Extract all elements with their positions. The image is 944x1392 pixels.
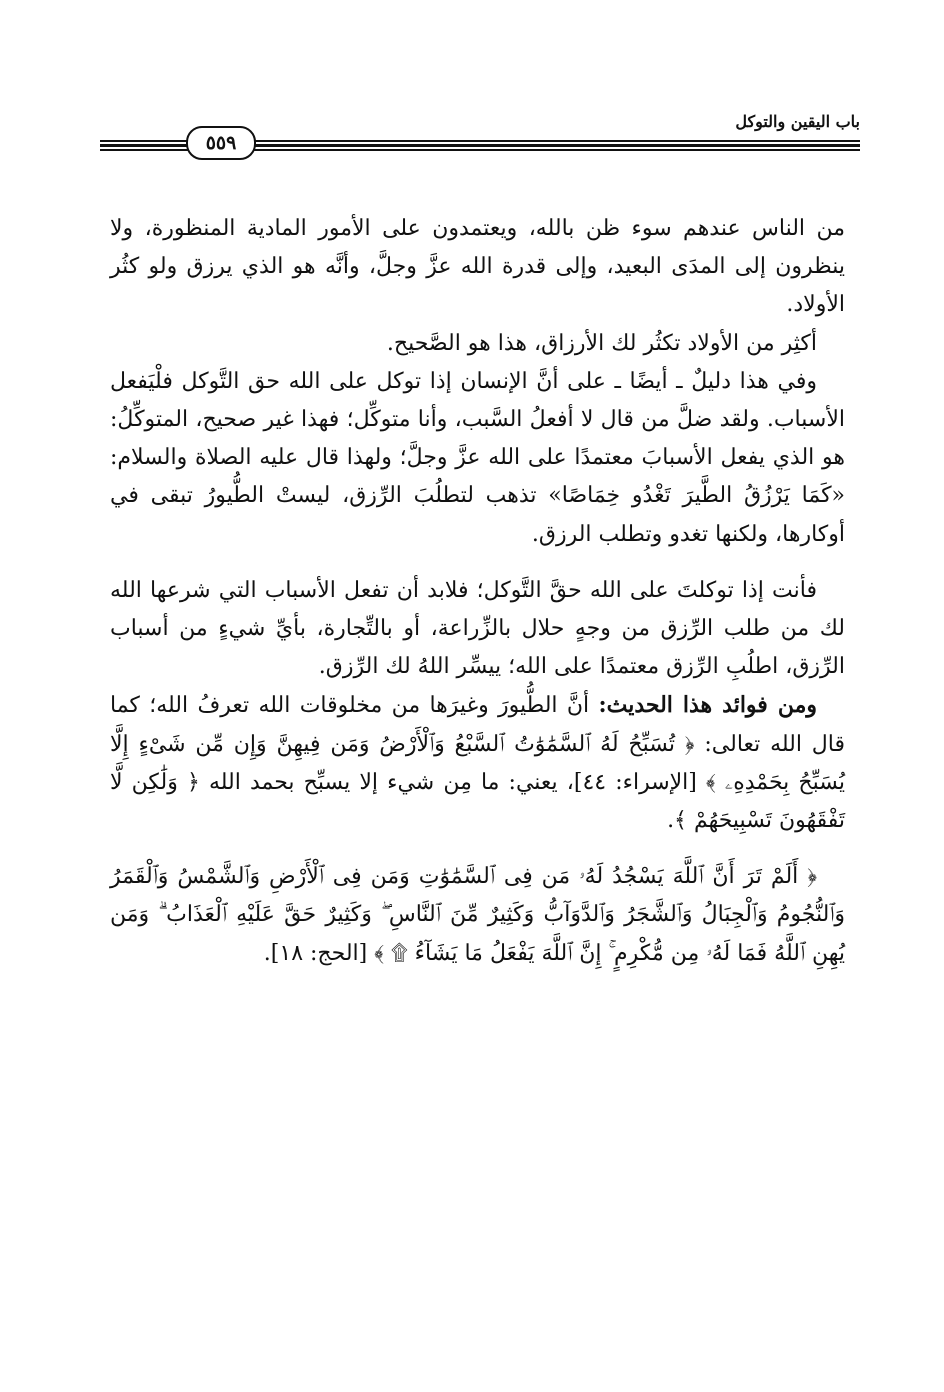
paragraph-6-quran-verse: ﴿ أَلَمْ تَرَ أَنَّ ٱللَّهَ يَسْجُدُ لَهُۥ مَن فِى ٱلسَّمَٰوَٰتِ وَمَن فِى ٱلْأَرْضِ وَٱلشَّمْسُ وَٱلْقَمَرُ وَٱلنُّجُومُ وَٱلْجِبَالُ وَٱلشَّجَرُ وَٱلدَّوَآبُّ وَكَثِيرٌ مِّنَ ٱلنَّاسِ ۖ وَكَثِيرٌ حَقَّ عَلَيْهِ ٱلْعَذَابُ ۗ وَمَن يُهِنِ ٱللَّهُ فَمَا لَهُۥ مِن مُّكْرِمٍ ۚ إِنَّ ٱللَّهَ يَفْعَلُ مَا يَشَآءُ ۩ ﴾ [الحج: ١٨]. bbox=[110, 864, 845, 966]
page-number: ٥٥٩ bbox=[186, 126, 256, 160]
paragraph-5-text: أنَّ الطُّيورَ وغيرَها من مخلوقات الله تعرفُ الله؛ كما قال الله تعالى: ﴿ تُسَبِّحُ لَهُ ٱلسَّمَٰوَٰتُ ٱلسَّبْعُ وَٱلْأَرْضُ وَمَن فِيهِنَّ وَإِن مِّن شَىْءٍ إِلَّا يُسَبِّحُ بِحَمْدِهِۦ ﴾ [الإسراء: ٤٤]، يعني: ما مِن شيء إلا يسبِّح بحمد الله ﴿ وَلَٰكِن لَّا تَفْقَهُونَ تَسْبِيحَهُمْ ﴾. bbox=[110, 693, 845, 834]
page-header bbox=[100, 106, 860, 160]
paragraph-2: أكثِر من الأولاد تكثُر لك الأرزاق، هذا هو الصَّحيح. bbox=[386, 330, 817, 356]
running-title: باب اليقين والتوكل bbox=[735, 112, 860, 131]
paragraph-5 bbox=[110, 686, 845, 840]
benefits-heading: ومن فوائد هذا الحديث: bbox=[598, 692, 817, 719]
body-text bbox=[110, 210, 845, 973]
paragraph-4: فأنت إذا توكلتَ على الله حقَّ التَّوكل؛ فلابد أن تفعل الأسباب التي شرعها الله لك من طلب الرِّزق من وجهٍ حلال بالزِّراعة، أو بالتِّجارة، بأيِّ شيءٍ من أسباب الرِّزق، اطلُبِ الرِّزق معتمدًا على الله؛ ييسِّر اللهُ لك الرِّزق. bbox=[110, 577, 845, 680]
paragraph-3: وفي هذا دليلٌ ـ أيضًا ـ على أنَّ الإنسان إذا توكل على الله حق التَّوكل فلْيَفعل الأسباب. ولقد ضلَّ من قال لا أفعلُ السَّبب، وأنا متوكِّل؛ فهذا غير صحيح، المتوكِّلُ: هو الذي يفعل الأسبابَ معتمدًا على الله عزَّ وجلَّ؛ ولهذا قال عليه الصلاة والسلام: «كَمَا يَرْزُقُ الطَّيرَ تَغْدُو خِمَاصًا» تذهب لتطلُبَ الرِّزق، ليستْ الطُّيورُ تبقى في أوكارها، ولكنها تغدو وتطلب الرزق. bbox=[110, 368, 845, 547]
paragraph-1: من الناس عندهم سوء ظن بالله، ويعتمدون على الأمور المادية المنظورة، ولا ينظرون إلى المدَى البعيد، وإلى قدرة الله عزَّ وجلَّ، وأنَّه هو الذي يرزق ولو كثُر الأولاد. bbox=[110, 216, 845, 318]
